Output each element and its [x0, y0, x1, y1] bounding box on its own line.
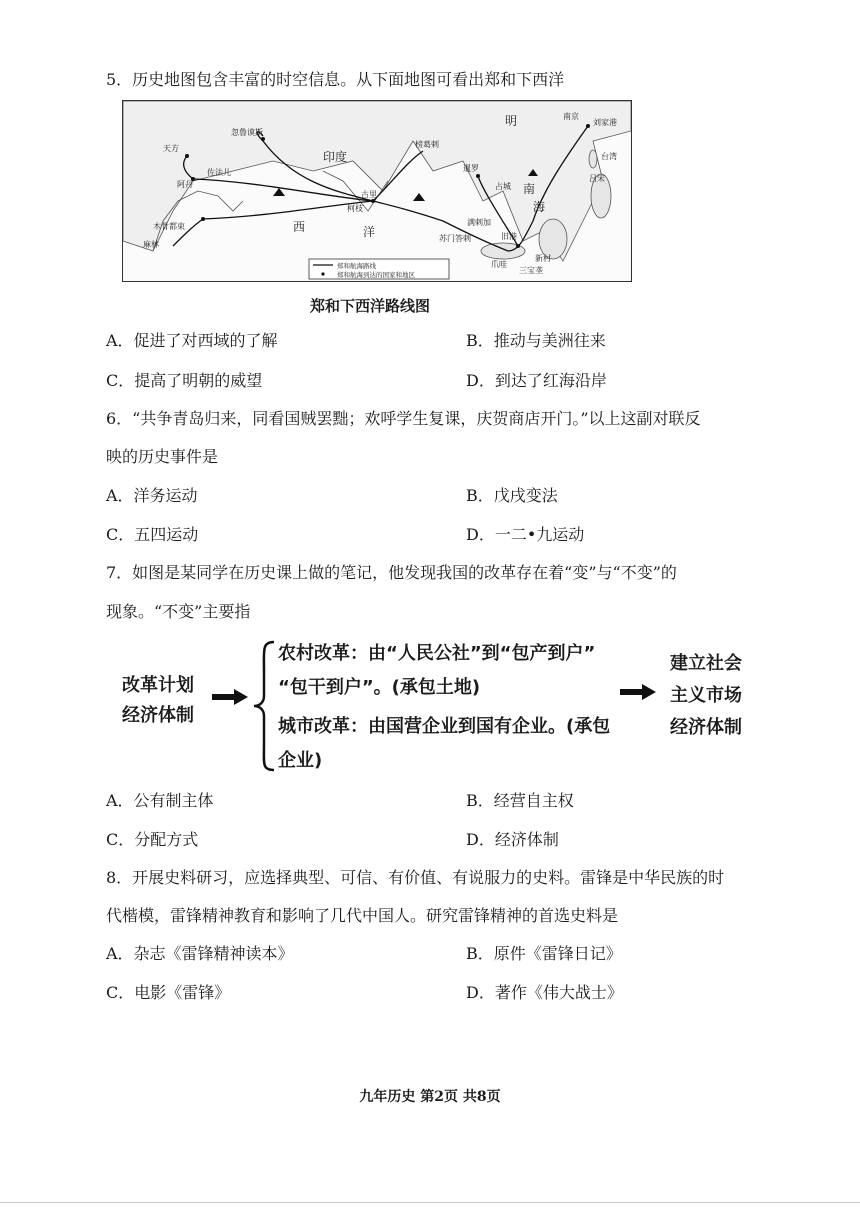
label-taiwan: 台湾 [601, 152, 617, 161]
zheng-he-route-map [122, 100, 632, 282]
label-xiyang1: 西 [293, 220, 306, 234]
map-caption: 郑和下西洋路线图 [310, 297, 431, 315]
label-cochin: 柯枝 [347, 204, 363, 213]
q5-stem: 5．历史地图包含丰富的时空信息。从下面地图可看出郑和下西洋 [106, 70, 565, 89]
q8-stem-line2: 代楷模，雷锋精神教育和影响了几代中国人。研究雷锋精神的首选史料是 [106, 906, 619, 925]
label-nan: 南 [523, 182, 536, 196]
legend-dot [321, 272, 324, 275]
label-siam: 暹罗 [463, 164, 479, 173]
q8-option-a[interactable]: A．杂志《雷锋精神读本》 [106, 944, 294, 963]
label-tianfang: 天方 [163, 144, 179, 153]
label-palembang: 旧港 [501, 232, 517, 241]
label-calicut: 古里 [361, 190, 377, 199]
note-right-line2: 主义市场 [670, 685, 742, 706]
label-hormuz: 忽鲁谟斯 [231, 128, 263, 137]
label-bengal: 榜葛剌 [415, 140, 439, 149]
q6-stem-line1: 6．“共争青岛归来，同看国贼罢黜；欢呼学生复课，庆贺商店开门。”以上这副对联反 [106, 409, 701, 428]
label-zufaer: 佐法儿 [207, 168, 231, 177]
dot-mogadishu [201, 217, 205, 221]
label-aden: 阿丹 [177, 180, 193, 189]
q5-option-c[interactable]: C．提高了明朝的威望 [106, 371, 263, 390]
q8-option-b[interactable]: B．原件《雷锋日记》 [466, 944, 622, 963]
label-java: 爪哇 [491, 260, 507, 269]
note-left-line1: 改革计划 [122, 675, 194, 696]
q7-option-b[interactable]: B．经营自主权 [466, 791, 574, 810]
legend-dot-label: 郑和航海到达的国家和地区 [337, 271, 415, 279]
q5-option-d[interactable]: D．到达了红海沿岸 [466, 371, 607, 390]
ship-icon [413, 193, 425, 201]
dot-hormuz [261, 137, 265, 141]
label-xincun: 新村 [535, 254, 551, 263]
q7-stem-line1: 7．如图是某同学在历史课上做的笔记，他发现我国的改革存在着“变”与“不变”的 [106, 563, 677, 582]
note-urban-line2: 企业) [278, 750, 323, 771]
dot-tianfang [185, 154, 189, 158]
q8-stem-line1: 8．开展史料研习，应选择典型、可信、有价值、有说服力的史料。雷锋是中华民族的时 [106, 868, 725, 887]
note-arrow-right [620, 684, 656, 700]
note-right-line1: 建立社会 [670, 653, 742, 674]
q7-option-a[interactable]: A．公有制主体 [106, 791, 214, 810]
label-champa: 占城 [495, 182, 511, 191]
q7-stem-line2: 现象。“不变”主要指 [106, 602, 251, 621]
q6-option-a[interactable]: A．洋务运动 [106, 486, 198, 505]
note-brace [252, 640, 278, 772]
label-malindi: 麻林 [143, 240, 159, 249]
note-urban-line1: 城市改革：由国营企业到国有企业。(承包 [278, 716, 611, 737]
label-india: 印度 [323, 150, 348, 164]
q5-option-a[interactable]: A．促进了对西域的了解 [106, 331, 278, 350]
dot-palembang [516, 244, 520, 248]
label-malacca: 满剌加 [467, 218, 491, 227]
bottom-divider [0, 1202, 860, 1203]
map-svg [123, 101, 631, 281]
label-mogadishu: 木骨都束 [153, 222, 185, 231]
q6-option-d[interactable]: D．一二•九运动 [466, 525, 585, 544]
label-nanjing: 南京 [563, 112, 579, 121]
q8-option-d[interactable]: D．著作《伟大战士》 [466, 983, 623, 1002]
label-liujiagang: 刘家港 [593, 118, 617, 127]
label-sanfoqi: 三宝垄 [519, 266, 543, 275]
label-xiyang2: 洋 [363, 225, 376, 239]
island-borneo [539, 219, 567, 259]
note-arrow-left [212, 689, 248, 705]
legend-route-label: 郑和航海路线 [337, 262, 376, 270]
q6-option-b[interactable]: B．戊戌变法 [466, 486, 558, 505]
q7-option-d[interactable]: D．经济体制 [466, 830, 559, 849]
q6-option-c[interactable]: C．五四运动 [106, 525, 199, 544]
label-sumatra: 苏门答剌 [439, 234, 471, 243]
note-right-line3: 经济体制 [670, 717, 742, 738]
label-luzon: 吕宋 [589, 174, 605, 183]
note-rural-line1: 农村改革：由“人民公社”到“包产到户” [278, 643, 596, 664]
note-left-line2: 经济体制 [122, 705, 194, 726]
q5-option-b[interactable]: B．推动与美洲往来 [466, 331, 606, 350]
page-footer: 九年历史 第2页 共8页 [359, 1089, 501, 1105]
island-taiwan [589, 150, 597, 168]
q7-option-c[interactable]: C．分配方式 [106, 830, 199, 849]
label-ming: 明 [505, 114, 518, 128]
q6-stem-line2: 映的历史事件是 [106, 447, 219, 466]
dot-nanjing [586, 124, 590, 128]
label-sea: 海 [533, 200, 546, 214]
dot-calicut [371, 199, 375, 203]
dot-siam [476, 174, 480, 178]
ship-icon [273, 188, 285, 196]
q8-option-c[interactable]: C．电影《雷锋》 [106, 983, 231, 1002]
note-rural-line2: “包干到户”。(承包土地) [278, 677, 481, 698]
